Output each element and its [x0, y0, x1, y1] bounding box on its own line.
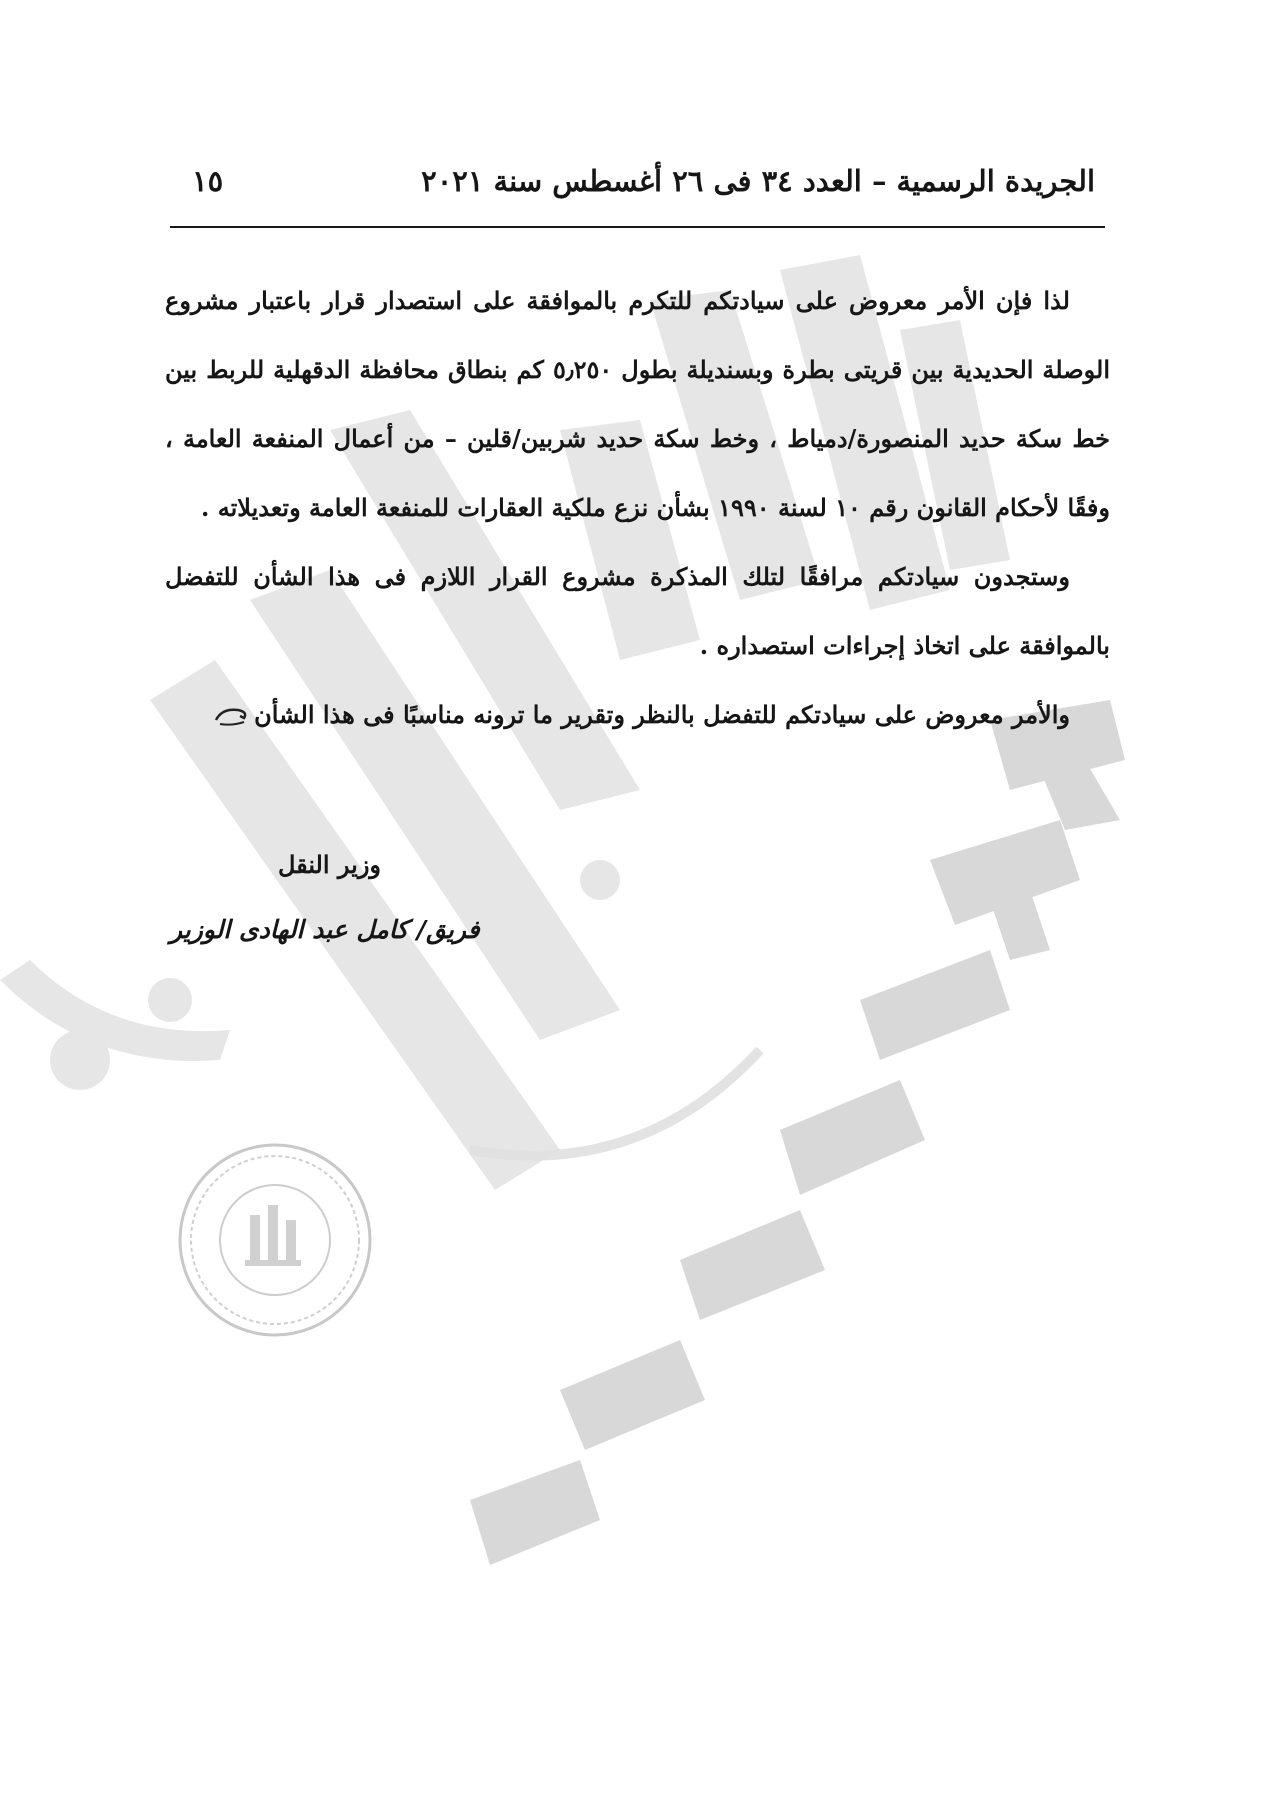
memo-paragraph-request: لذا فإن الأمر معروض على سيادتكم للتكرم بالموافقة على استصدار قرار باعتبار مشروع الوصلة الحديدية بين قريتى بطرة وبسنديلة بطول ٥٫٢٥٠ كم بنطاق محافظة الدقهلية للربط بين خط سكة حديد المنصورة/دمياط ، وخط سكة حديد شربين/قلين – من أعمال المنفعة العامة ، وفقًا لأحكام القانون رقم ١٠ لسنة ١٩٩٠ بشأن نزع ملكية العقارات للمنفعة العامة وتعديلاته . — [165, 286, 1110, 522]
gazette-title: الجريدة الرسمية – العدد ٣٤ فى ٢٦ أغسطس سنة ٢٠٢١ — [421, 164, 1095, 198]
signatory-title: وزير النقل — [278, 850, 381, 879]
flourish-mark-icon — [214, 706, 250, 728]
page-header — [170, 160, 1105, 212]
official-seal-icon — [170, 1135, 380, 1345]
memo-paragraph-attachment: وستجدون سيادتكم مرافقًا لتلك المذكرة مشروع القرار اللازم فى هذا الشأن للتفضل بالموافقة على اتخاذ إجراءات استصداره . — [165, 562, 1110, 660]
closing-text: والأمر معروض على سيادتكم للتفضل بالنظر وتقرير ما ترونه مناسبًا فى هذا الشأن — [254, 700, 1070, 729]
memo-body — [165, 266, 1110, 749]
memo-closing-line — [165, 680, 1110, 749]
header-divider — [170, 226, 1105, 228]
signatory-name: فريق/ كامل عبد الهادى الوزير — [170, 915, 480, 944]
page-number: ١٥ — [192, 164, 224, 198]
